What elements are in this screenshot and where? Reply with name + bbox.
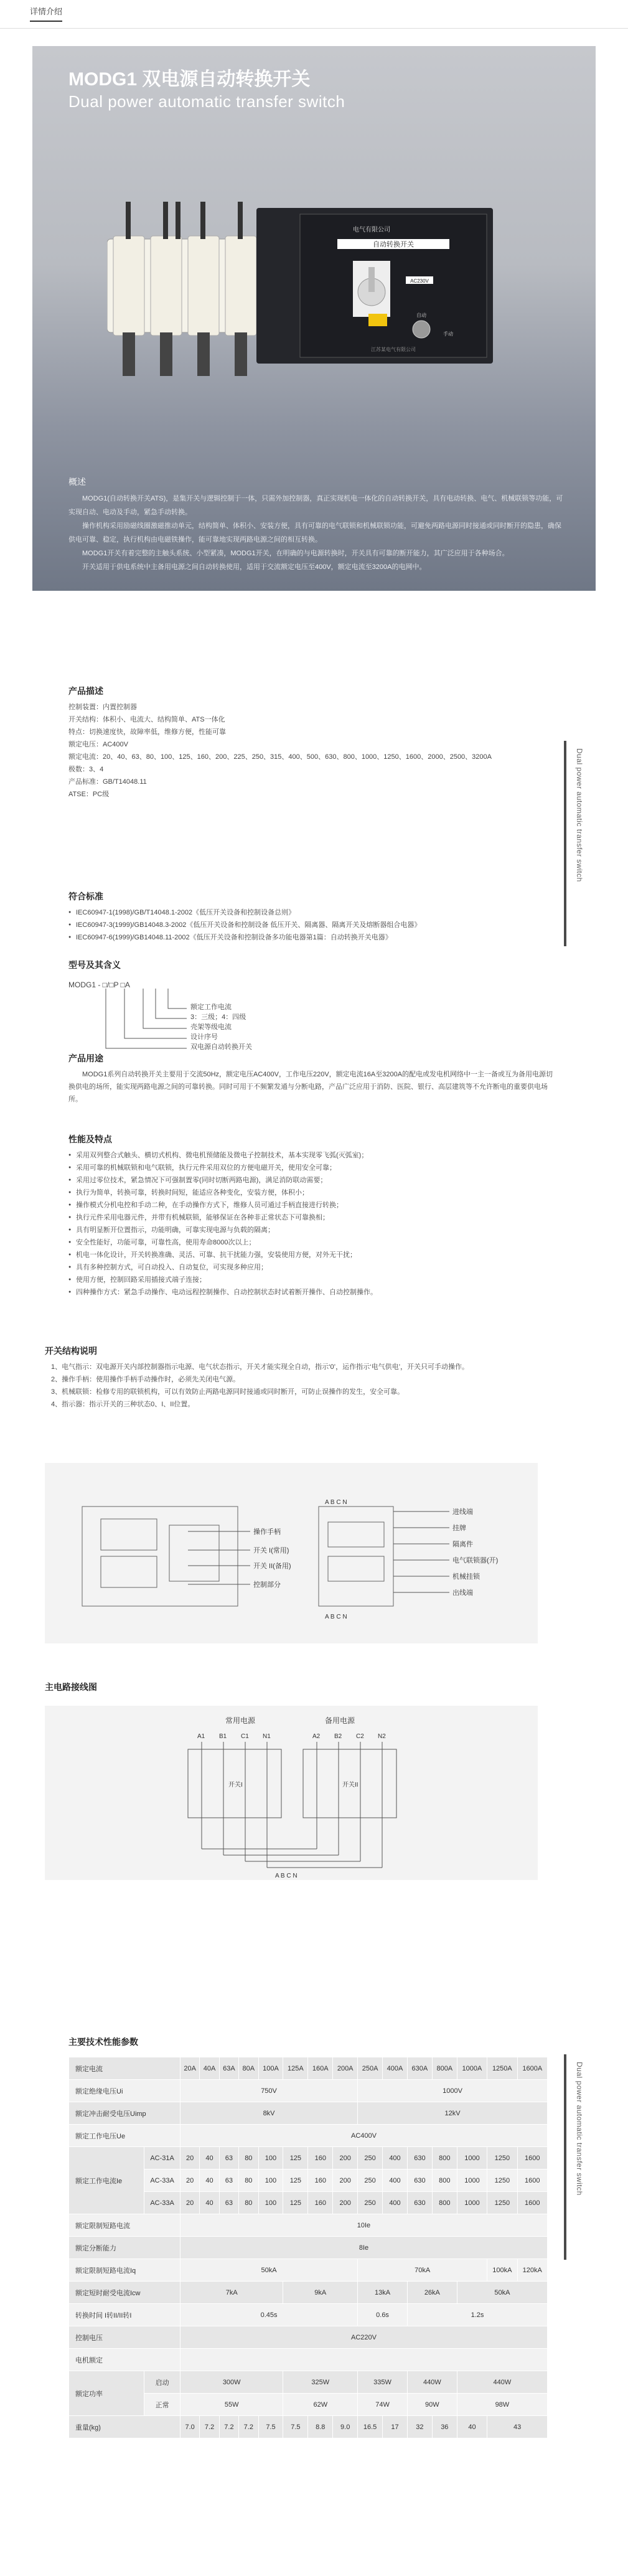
wiring-terminal: B2	[334, 1733, 342, 1740]
spec-cell: 20	[180, 2192, 199, 2214]
spec-cell: 80	[239, 2147, 258, 2169]
spec-label: 额定工作电压Ue	[69, 2125, 180, 2147]
spec-cell: 400A	[383, 2057, 408, 2080]
spec-cell: 7.2	[239, 2416, 258, 2438]
spec-cell: 17	[383, 2416, 408, 2438]
section-title: 开关结构说明	[45, 1346, 97, 1356]
overview-paragraph: 操作机构采用励磁线圈激磁推动单元，结构简单、体积小、安装方便，具有可靠的电气联锁和机械联锁功能，可避免两路电源同时接通或同时断开的隐患，确保供电可靠、稳定，执行机构由电磁铁操作，能可靠地实现两路电源之间的相互转换。	[68, 522, 561, 543]
structure-item: 3、机械联锁：检修专用的联锁机构，可以有效防止两路电源同时接通或同时断开，可防止误操作的发生，安全可靠。	[51, 1388, 405, 1396]
spec-label: 额定限制短路电流	[69, 2214, 180, 2237]
overview-paragraph: MODG1(自动转换开关ATS)，是集开关与逻辑控制于一体，只需外加控制器，真正实现机电一体化的自动转换开关，具有电动转换、电气、机械联锁等功能，可实现自动、电动及手动，紧急手动转换。	[68, 495, 563, 516]
diagram-label: 机械挂锁	[452, 1573, 480, 1581]
desc-line: 开关结构：体积小、电流大、结构简单、ATS一体化	[68, 716, 225, 723]
product-brand: 电气有限公司	[353, 227, 390, 233]
spec-cell: AC400V	[180, 2125, 547, 2147]
section-title: 型号及其含义	[68, 960, 121, 970]
section-title: 主要技术性能参数	[68, 2037, 138, 2047]
spec-cell: 40	[457, 2416, 487, 2438]
spec-cell: 7.5	[258, 2416, 283, 2438]
spec-cell: 1000	[457, 2169, 487, 2192]
spec-cell: 10Ie	[180, 2214, 547, 2237]
spec-row	[69, 2214, 548, 2237]
spec-cell: 100kA	[487, 2259, 517, 2282]
spec-cell: 250	[358, 2147, 383, 2169]
product-subtitle: Dual power automatic transfer switch	[68, 92, 345, 111]
spec-cell: 160	[308, 2147, 333, 2169]
features	[68, 1133, 554, 1299]
desc-line: 控制装置：内置控制器	[68, 703, 137, 711]
overview-paragraph: 开关适用于供电系统中主备用电源之间自动转换使用，适用于交流额定电压至400V，额定电流至3200A的电网中。	[82, 563, 426, 571]
spec-cell: 26kA	[407, 2282, 457, 2304]
spec-cell: 74W	[358, 2394, 408, 2416]
spec-cell: 1600	[517, 2147, 547, 2169]
feature-item: ● 安全性能好，功能可靠，可靠性高，使用寿命8000次以上；	[68, 1236, 554, 1249]
desc-line: ATSE：PC级	[68, 791, 110, 798]
model-part: 3：三级；4：四级	[190, 1013, 246, 1021]
spec-row-work-current	[69, 2147, 548, 2169]
wiring-diagram-svg	[45, 1706, 538, 1880]
spec-cell: 400	[383, 2169, 408, 2192]
spec-label: 额定功率	[69, 2371, 144, 2416]
diagram-phases: A B C N	[325, 1499, 347, 1506]
spec-cell: 13kA	[358, 2282, 408, 2304]
spec-cell: 63A	[219, 2057, 238, 2080]
spec-cell: 335W	[358, 2371, 408, 2394]
wiring-terminal: A2	[312, 1733, 321, 1740]
spec-cat: 启动	[144, 2371, 180, 2394]
desc-line: 极数：3、4	[68, 766, 104, 773]
spec-cell: 7.5	[283, 2416, 308, 2438]
structure-item: 1、电气指示：双电源开关内部控制器指示电源、电气状态指示，开关才能实现全自动，指示‘0’，运作指示‘电气供电’，开关只可手动操作。	[51, 1363, 469, 1371]
spec-row	[69, 2259, 548, 2282]
product-voltage-badge: AC230V	[410, 278, 429, 284]
product-auto-label: 自动	[416, 313, 426, 318]
spec-label: 额定工作电流Ie	[69, 2147, 144, 2214]
spec-cell: 1600	[517, 2192, 547, 2214]
diagram-label: 操作手柄	[253, 1528, 281, 1536]
spec-cell: 70kA	[358, 2259, 487, 2282]
standard-item: ● IEC60947-6(1999)/GB14048.11-2002《低压开关设备和控制设备多功能电器第1篇：自动转换开关电器》	[68, 931, 554, 944]
spec-row	[69, 2282, 548, 2304]
wiring-terminal: N2	[378, 1733, 386, 1740]
spec-cell: 125	[283, 2169, 308, 2192]
feature-item: ● 采用双列整合式触头、横切式机构、微电机预储能及微电子控制技术，基本实现零飞弧(灭弧室)；	[68, 1149, 554, 1162]
spec-cell: 7.2	[219, 2416, 238, 2438]
model-code: MODG1 - □/□P □A	[68, 980, 130, 989]
spec-label: 控制电压	[69, 2326, 180, 2349]
spec-cat: AC-31A	[144, 2147, 180, 2169]
spec-cell: 1250	[487, 2147, 517, 2169]
spec-cell: 630A	[407, 2057, 432, 2080]
diagram-label: 隔离件	[452, 1541, 473, 1548]
spec-cell: 90W	[407, 2394, 457, 2416]
spec-row	[69, 2237, 548, 2259]
overview-title: 概述	[68, 477, 86, 487]
spec-cell: 1250	[487, 2169, 517, 2192]
structure	[45, 1345, 543, 1411]
side-tab-english-2: Dual power automatic transfer switch	[564, 2054, 593, 2260]
spec-cell: 7.2	[200, 2416, 219, 2438]
spec-cell: 8.8	[308, 2416, 333, 2438]
spec-cell: 200A	[333, 2057, 358, 2080]
spec-cell: 800	[432, 2192, 457, 2214]
wiring-terminal: B1	[219, 1733, 227, 1740]
spec-title-wrap	[68, 2036, 554, 2052]
spec-cell: 1000	[457, 2192, 487, 2214]
spec-cell: 20	[180, 2169, 199, 2192]
spec-cell: 250	[358, 2192, 383, 2214]
spec-cell	[180, 2349, 547, 2371]
wiring-title-wrap	[45, 1681, 530, 1697]
spec-cell: 63	[219, 2147, 238, 2169]
spec-cell: 36	[432, 2416, 457, 2438]
spec-cell: 400	[383, 2147, 408, 2169]
desc-line: 额定电流：20、40、63、80、100、125、160、200、225、250、315、400、500、630、800、1000、1250、1600、2000、2500、3200A	[68, 753, 492, 761]
model-part: 额定工作电流	[190, 1004, 232, 1011]
spec-cell: 1250	[487, 2192, 517, 2214]
spec-cell: 100	[258, 2192, 283, 2214]
feature-item: ● 采用过零位技术，紧急情况下可强制置零(同时切断两路电源)，满足消防联动需要；	[68, 1174, 554, 1187]
wiring-outputs: A B C N	[275, 1873, 298, 1879]
overview-paragraph: MODG1开关有着完整的主触头系统、小型紧凑，MODG1开关，在明确的与电源转换时，开关具有可靠的断开能力，其广泛应用于各种场合。	[82, 550, 509, 557]
spec-cell: 1000	[457, 2147, 487, 2169]
feature-item: ● 机电一体化设计，开关转换准确、灵活、可靠、抗干扰能力强，安装使用方便，对外无干扰；	[68, 1249, 554, 1261]
spec-label: 额定短时耐受电流Icw	[69, 2282, 180, 2304]
structure-item: 2、操作手柄：使用操作手柄手动操作时，必须先关闭电气源。	[51, 1376, 240, 1383]
spec-cell: 1.2s	[407, 2304, 547, 2326]
spec-cell: 43	[487, 2416, 548, 2438]
spec-row-power	[69, 2371, 548, 2394]
spec-row	[69, 2326, 548, 2349]
product-manual-label: 手动	[443, 331, 453, 337]
spec-row	[69, 2080, 548, 2102]
wiring-terminal: N1	[263, 1733, 271, 1740]
model-lines	[93, 982, 280, 1051]
diagram-label: 开关 I(常用)	[253, 1547, 289, 1554]
spec-cell: 800	[432, 2169, 457, 2192]
spec-table	[68, 2057, 548, 2438]
feature-item: ● 使用方便，控制回路采用插接式端子连接；	[68, 1274, 554, 1286]
spec-cell: 98W	[457, 2394, 547, 2416]
structure-item: 4、指示器：指示开关的三种状态0、I、II位置。	[51, 1401, 195, 1408]
spec-label: 额定电流	[69, 2057, 180, 2080]
spec-cell: 630	[407, 2192, 432, 2214]
desc-line: 额定电压：AC400V	[68, 741, 128, 748]
model-part: 双电源自动转换开关	[190, 1043, 252, 1051]
spec-cell: 62W	[283, 2394, 358, 2416]
diagram-label: 挂牌	[452, 1525, 466, 1532]
spec-row-current	[69, 2057, 548, 2080]
model-meaning	[68, 959, 554, 1051]
spec-cell: 200	[333, 2147, 358, 2169]
wiring-backup-label: 备用电源	[325, 1716, 355, 1725]
spec-cell: 8Ie	[180, 2237, 547, 2259]
wiring-switch-2: 开关II	[342, 1782, 359, 1789]
structure-diagram-svg	[45, 1463, 538, 1643]
spec-cell: 120kA	[517, 2259, 547, 2282]
feature-item: ● 执行为简单，转换可靠，转换时间短，能适应各种变化，安装方便，体积小；	[68, 1187, 554, 1199]
standard-item: ● IEC60947-1(1998)/GB/T14048.1-2002《低压开关设备和控制设备总则》	[68, 906, 554, 919]
feature-item: ● 具有明显断开位置指示，功能明确，可靠实现电源与负载的隔离；	[68, 1224, 554, 1236]
product-footer: 江苏某电气有限公司	[371, 347, 416, 352]
structure-diagram	[45, 1463, 538, 1643]
diagram-label: 控制部分	[253, 1581, 281, 1589]
diagram-label: 出线端	[452, 1589, 473, 1597]
spec-label: 重量(kg)	[69, 2416, 180, 2438]
spec-cell: 40	[200, 2169, 219, 2192]
spec-cell: 1000V	[358, 2080, 548, 2102]
spec-cell: 250	[358, 2169, 383, 2192]
spec-cell: 7kA	[180, 2282, 283, 2304]
spec-cell: 55W	[180, 2394, 283, 2416]
spec-cell: 0.45s	[180, 2304, 357, 2326]
spec-cell: 160A	[308, 2057, 333, 2080]
diagram-label: 电气联锁器(开)	[452, 1557, 499, 1564]
spec-cell: 440W	[457, 2371, 547, 2394]
spec-label: 额定冲击耐受电压Uimp	[69, 2102, 180, 2125]
spec-cell: 125	[283, 2192, 308, 2214]
spec-cell: 0.6s	[358, 2304, 408, 2326]
diagram-phases: A B C N	[325, 1614, 347, 1620]
spec-cat: AC-33A	[144, 2192, 180, 2214]
spec-cell: AC220V	[180, 2326, 547, 2349]
spec-cell: 325W	[283, 2371, 358, 2394]
spec-cell: 800A	[432, 2057, 457, 2080]
spec-cell: 100A	[258, 2057, 283, 2080]
section-title: 主电路接线图	[45, 1682, 97, 1692]
spec-cat: 正常	[144, 2394, 180, 2416]
spec-cell: 16.5	[358, 2416, 383, 2438]
spec-cell: 800	[432, 2147, 457, 2169]
spec-label: 电机额定	[69, 2349, 180, 2371]
spec-cell: 50kA	[180, 2259, 357, 2282]
section-title: 产品描述	[68, 686, 103, 696]
section-title: 产品用途	[68, 1053, 103, 1063]
spec-cell: 40A	[200, 2057, 219, 2080]
spec-label: 转换时间 I转II/II转I	[69, 2304, 180, 2326]
spec-cell: 125A	[283, 2057, 308, 2080]
feature-item: ● 采用可靠的机械联锁和电气联锁，执行元件采用双位的方便电磁开关，使用安全可靠；	[68, 1162, 554, 1174]
wiring-terminal: C2	[356, 1733, 364, 1740]
feature-item: ● 四种操作方式：紧急手动操作、电动远程控制操作、自动控制状态时试着断开操作、自动控制操作。	[68, 1286, 554, 1299]
spec-label: 额定分断能力	[69, 2237, 180, 2259]
spec-cell: 100	[258, 2169, 283, 2192]
spec-cell: 80A	[239, 2057, 258, 2080]
overview-text	[68, 492, 566, 574]
spec-cell: 125	[283, 2147, 308, 2169]
spec-cell: 300W	[180, 2371, 283, 2394]
diagram-label: 进线端	[452, 1508, 473, 1516]
spec-cell: 400	[383, 2192, 408, 2214]
desc-line: 特点：切换速度快，故障率低，维修方便，性能可靠	[68, 728, 226, 736]
spec-cat: AC-33A	[144, 2169, 180, 2192]
side-tab-english: Dual power automatic transfer switch	[564, 741, 593, 946]
spec-row	[69, 2125, 548, 2147]
product-image	[107, 202, 530, 413]
spec-cell: 9.0	[333, 2416, 358, 2438]
spec-cell: 20A	[180, 2057, 199, 2080]
wiring-terminal: C1	[241, 1733, 249, 1740]
product-title: MODG1 双电源自动转换开关	[68, 69, 311, 90]
model-part: 设计序号	[190, 1033, 218, 1041]
spec-cell: 160	[308, 2169, 333, 2192]
spec-cell: 250A	[358, 2057, 383, 2080]
spec-cell: 1600	[517, 2169, 547, 2192]
spec-cell: 40	[200, 2192, 219, 2214]
spec-label: 额定绝缘电压Ui	[69, 2080, 180, 2102]
spec-cell: 80	[239, 2192, 258, 2214]
hero-banner	[32, 46, 596, 591]
spec-cell: 63	[219, 2192, 238, 2214]
tab-bar	[0, 0, 628, 29]
spec-cell: 440W	[407, 2371, 457, 2394]
product-panel-label: 自动转换开关	[373, 241, 414, 248]
spec-cell: 200	[333, 2169, 358, 2192]
usage-text: MODG1系列自动转换开关主要用于交流50Hz，额定电压AC400V，工作电压220V，额定电流16A至3200A的配电或发电机网络中一主一备或互为备用电源切换供电的场所，能实现两路电源之间的可靠转换。同时可用于不频繁发通与分断电路，产品广泛应用于消防、医院、银行、高层建筑等不允许断电的重要供电场所。	[68, 1071, 553, 1103]
wiring-common-label: 常用电源	[225, 1716, 256, 1725]
product-description	[68, 685, 554, 801]
spec-row	[69, 2102, 548, 2125]
spec-cell: 1250A	[487, 2057, 517, 2080]
spec-cell: 1000A	[457, 2057, 487, 2080]
feature-item: ● 操作模式分机电控和手动二种，在手动操作方式下，维修人员可通过手柄直接进行转换；	[68, 1199, 554, 1211]
spec-cell: 1600A	[517, 2057, 547, 2080]
spec-cell: 630	[407, 2147, 432, 2169]
spec-cell: 7.0	[180, 2416, 199, 2438]
spec-cell: 40	[200, 2147, 219, 2169]
standards	[68, 890, 554, 944]
wiring-switch-1: 开关I	[228, 1782, 243, 1789]
spec-cell: 9kA	[283, 2282, 358, 2304]
spec-row	[69, 2304, 548, 2326]
spec-cell: 63	[219, 2169, 238, 2192]
spec-cell: 630	[407, 2169, 432, 2192]
product-usage	[68, 1052, 554, 1106]
spec-row	[69, 2349, 548, 2371]
section-title: 性能及特点	[68, 1134, 112, 1144]
spec-cell: 160	[308, 2192, 333, 2214]
spec-cell: 80	[239, 2169, 258, 2192]
desc-line: 产品标准：GB/T14048.11	[68, 778, 147, 786]
tab-details[interactable]: 详情介绍	[30, 5, 62, 22]
section-title: 符合标准	[68, 891, 103, 901]
spec-cell: 750V	[180, 2080, 357, 2102]
model-part: 壳架等级电流	[190, 1023, 232, 1031]
wiring-terminal: A1	[197, 1733, 205, 1740]
spec-cell: 50kA	[457, 2282, 547, 2304]
feature-item: ● 执行元件采用电器元件，并带有机械联锁，能够保证在各种非正常状态下可靠换相；	[68, 1211, 554, 1224]
spec-cell: 8kV	[180, 2102, 357, 2125]
spec-cell: 100	[258, 2147, 283, 2169]
standard-item: ● IEC60947-3(1999)/GB14048.3-2002《低压开关设备和控制设备 低压开关、隔离器、隔离开关及熔断器组合电器》	[68, 919, 554, 931]
spec-cell: 32	[407, 2416, 432, 2438]
diagram-label: 开关 II(备用)	[253, 1563, 291, 1570]
spec-label: 额定限制短路电流Iq	[69, 2259, 180, 2282]
spec-row-weight	[69, 2416, 548, 2438]
spec-cell: 200	[333, 2192, 358, 2214]
feature-item: ● 具有多种控制方式，可自动投入、自动复位，可实现多种应用；	[68, 1261, 554, 1274]
spec-cell: 20	[180, 2147, 199, 2169]
spec-cell: 12kV	[358, 2102, 548, 2125]
wiring-diagram	[45, 1706, 538, 1880]
